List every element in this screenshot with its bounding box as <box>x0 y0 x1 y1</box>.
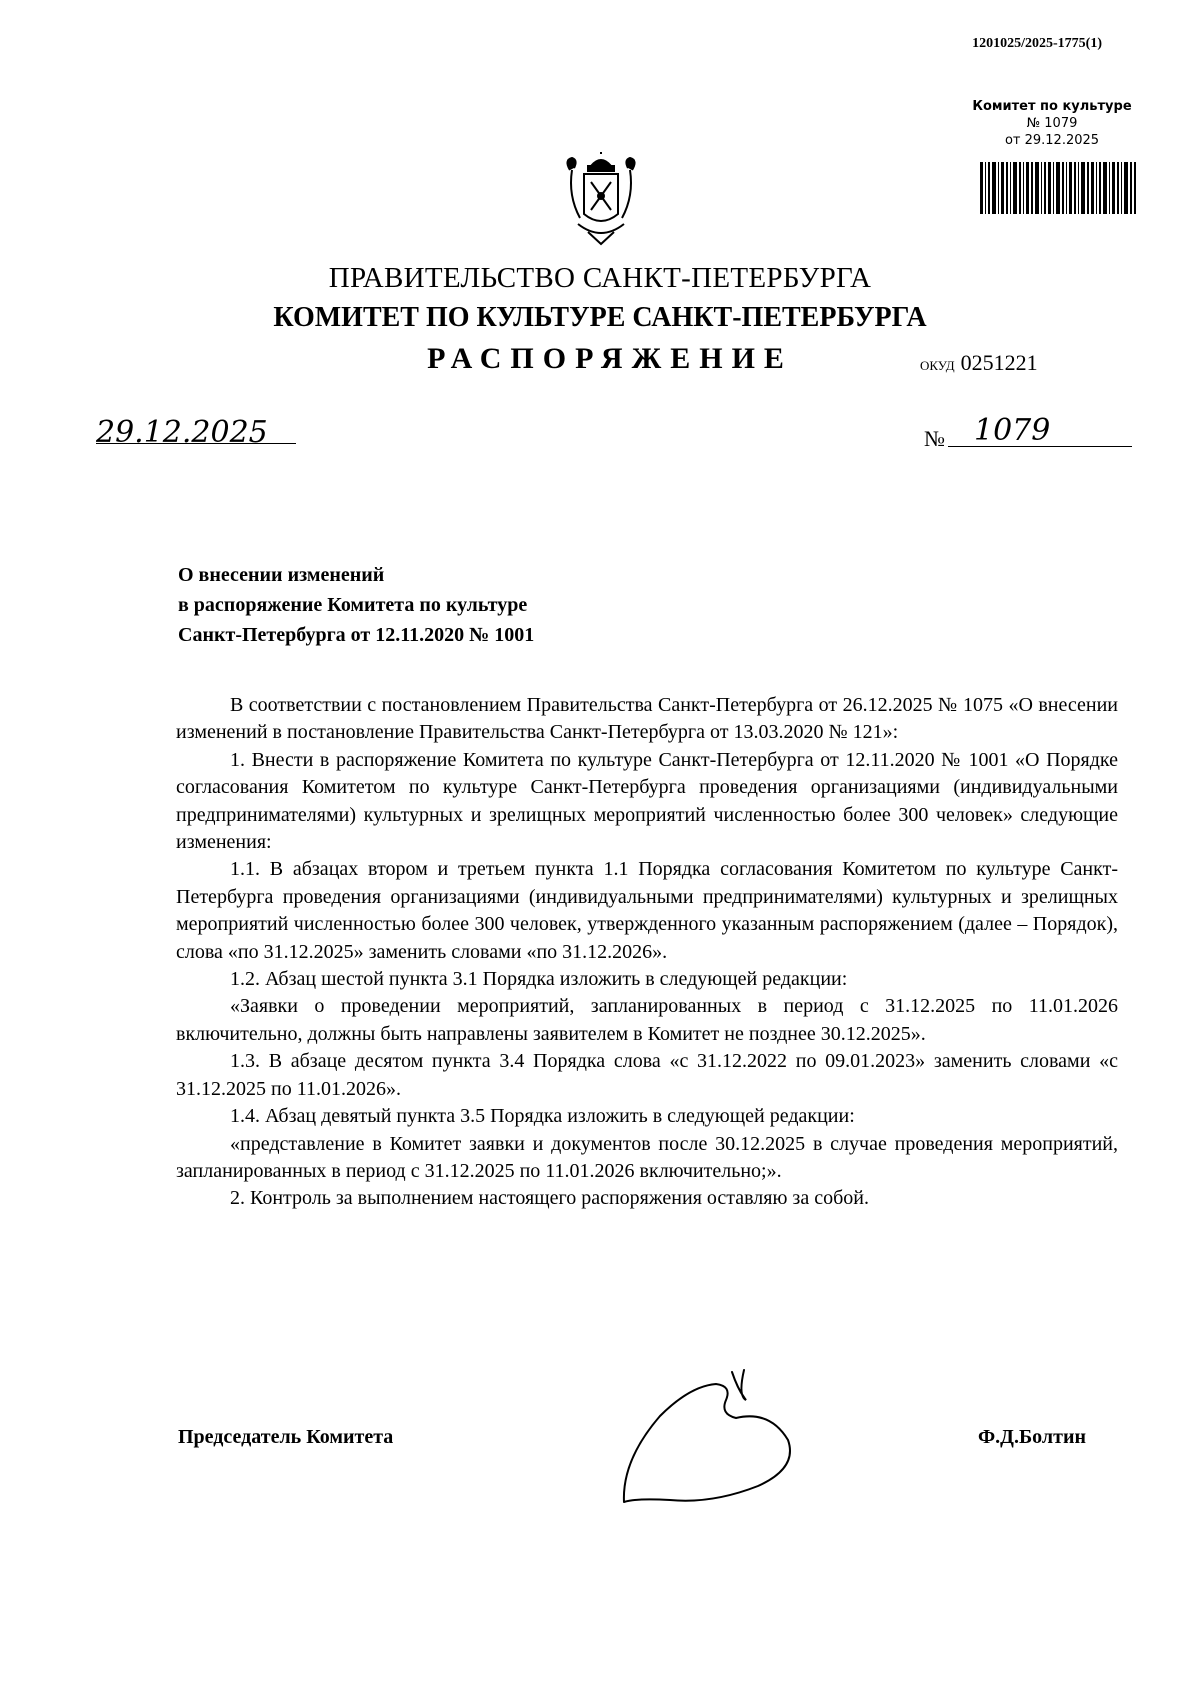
subject-line: Санкт-Петербурга от 12.11.2020 № 1001 <box>178 624 535 646</box>
signer-name: Ф.Д.Болтин <box>978 1426 1086 1448</box>
registration-number: № 1079 <box>1026 116 1078 131</box>
handwritten-date <box>96 414 296 450</box>
number-underline <box>948 446 1132 447</box>
okud-code <box>920 350 1038 376</box>
handwritten-number-text: 1079 <box>974 413 1051 446</box>
body-paragraph: В соответствии с постановлением Правительства Санкт-Петербурга от 26.12.2025 № 1075 «О внесении изменений в постановление Правительства Санкт-Петербурга от 13.03.2020 № 121»: <box>176 694 1118 744</box>
body-paragraph: 1.3. В абзаце десятом пункта 3.4 Порядка слова «с 31.12.2022 по 09.01.2023» заменить словами «с 31.12.2025 по 11.01.2026». <box>176 1050 1118 1100</box>
document-type-title: РАСПОРЯЖЕНИЕ <box>427 342 793 375</box>
number-label: № <box>924 426 945 451</box>
registration-date: от 29.12.2025 <box>1004 133 1100 148</box>
body-paragraph: 1.2. Абзац шестой пункта 3.1 Порядка изложить в следующей редакции: <box>230 968 848 991</box>
document-id: 1201025/2025-1775(1) <box>972 36 1102 51</box>
subject-line: в распоряжение Комитета по культуре <box>178 594 528 616</box>
document-subject <box>178 560 534 650</box>
registration-stamp <box>962 98 1142 149</box>
government-title: ПРАВИТЕЛЬСТВО САНКТ-ПЕТЕРБУРГА <box>328 262 872 294</box>
city-coat-of-arms-icon <box>558 152 644 248</box>
subject-line: О внесении изменений <box>178 564 385 586</box>
body-paragraph: 1.1. В абзацах втором и третьем пункта 1.1 Порядка согласования Комитетом по культуре Санкт-Петербурга проведения организациями (индивидуальными предпринимателями) культурных и зрелищных мероприятий численностью более 300 человек, утвержденного указанным распоряжением (далее – Порядок), слова «по 31.12.2025» заменить словами «по 31.12.2026». <box>176 858 1118 963</box>
document-body <box>176 692 1118 1213</box>
signer-position: Председатель Комитета <box>178 1426 394 1448</box>
body-paragraph: 2. Контроль за выполнением настоящего распоряжения оставляю за собой. <box>230 1187 869 1210</box>
date-underline <box>96 443 296 444</box>
handwritten-date-text: 29.12.2025 <box>96 415 268 450</box>
body-paragraph: «Заявки о проведении мероприятий, запланированных в период с 31.12.2025 по 11.01.2026 включительно, должны быть направлены заявителем в Комитет не позднее 30.12.2025». <box>176 995 1118 1045</box>
handwritten-signature <box>620 1360 820 1510</box>
body-paragraph: 1. Внести в распоряжение Комитета по культуре Санкт-Петербурга от 12.11.2020 № 1001 «О Порядке согласования Комитетом по культуре Санкт-Петербурга проведения организациями (индивидуальными предпринимателями) культурных и зрелищных мероприятий численностью более 300 человек» следующие изменения: <box>176 748 1118 854</box>
handwritten-number <box>974 412 1084 446</box>
okud-label: ОКУД <box>920 358 955 373</box>
body-paragraph: 1.4. Абзац девятый пункта 3.5 Порядка изложить в следующей редакции: <box>230 1105 855 1128</box>
body-paragraph: «представление в Комитет заявки и документов после 30.12.2025 в случае проведения мероприятий, запланированных в период с 31.12.2025 по 11.01.2026 включительно;». <box>176 1132 1118 1182</box>
committee-title: КОМИТЕТ ПО КУЛЬТУРЕ САНКТ-ПЕТЕРБУРГА <box>273 302 927 333</box>
barcode-icon <box>980 162 1136 214</box>
registration-org: Комитет по культуре <box>972 99 1132 114</box>
okud-value: 0251221 <box>960 350 1038 375</box>
